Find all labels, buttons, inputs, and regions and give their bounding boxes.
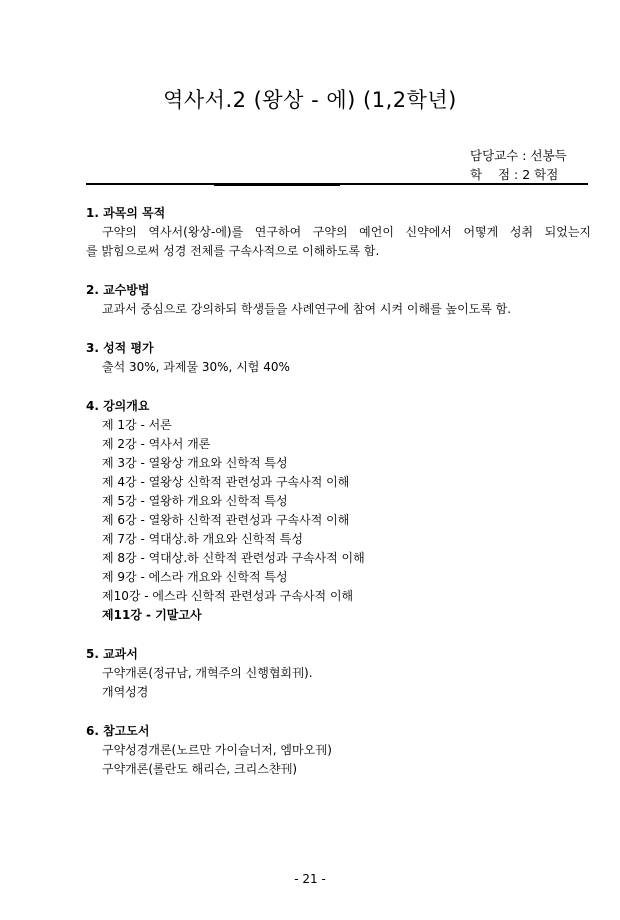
paragraph-line: 구약의 역사서(왕상-에)를 연구하여 구약의 예언이 신약에서 어떻게 성취 되었는지: [102, 225, 591, 239]
lecture-item: 제 2강 - 역사서 개론: [102, 437, 211, 451]
document-body: [86, 204, 591, 799]
paragraph-line: 개역성경: [102, 685, 149, 699]
section-grading: [86, 339, 591, 377]
section-purpose: [86, 204, 591, 261]
section-textbook: [86, 645, 591, 702]
paragraph-line: 를 밝힘으로써 성경 전체를 구속사적으로 이해하도록 함.: [86, 244, 380, 258]
paragraph-line: 구약개론(정규남, 개혁주의 신행협회刊).: [102, 666, 313, 680]
professor-info: 담당교수 : 선봉득: [470, 148, 567, 163]
lecture-item: 제 5강 - 열왕하 개요와 신학적 특성: [102, 494, 288, 508]
page-title: 역사서.2 (왕상 - 에) (1,2학년): [163, 88, 457, 112]
section-heading: 4. 강의개요: [86, 399, 150, 413]
paragraph-line: 구약성경개론(노르만 가이슬너저, 엠마오刊): [102, 743, 332, 757]
section-heading: 3. 성적 평가: [86, 341, 154, 355]
section-method: [86, 281, 591, 319]
section-heading: 5. 교과서: [86, 647, 138, 661]
lecture-item: 제 1강 - 서론: [102, 418, 172, 432]
paragraph-line: 교과서 중심으로 강의하되 학생들을 사례연구에 참여 시켜 이해를 높이도록 함.: [102, 302, 512, 316]
section-heading: 6. 참고도서: [86, 724, 150, 738]
lecture-item: 제 3강 - 열왕상 개요와 신학적 특성: [102, 456, 288, 470]
section-references: [86, 722, 591, 779]
paragraph-line: 출석 30%, 과제물 30%, 시험 40%: [102, 360, 290, 374]
credits-info: 학 점 : 2 학점: [470, 167, 559, 182]
lecture-item: 제 7강 - 역대상.하 개요와 신학적 특성: [102, 532, 303, 546]
lecture-item: 제 8강 - 역대상.하 신학적 관련성과 구속사적 이해: [102, 551, 365, 565]
section-heading: 1. 과목의 목적: [86, 206, 166, 220]
header-divider-accent: [214, 183, 340, 186]
lecture-item: 제10강 - 에스라 신학적 관련성과 구속사적 이해: [102, 589, 354, 603]
section-outline: [86, 397, 591, 625]
page-number: - 21 -: [294, 872, 326, 886]
section-heading: 2. 교수방법: [86, 283, 150, 297]
lecture-item: 제 4강 - 열왕상 신학적 관련성과 구속사적 이해: [102, 475, 350, 489]
paragraph-line: 구약개론(롤란도 해리슨, 크리스챤刊): [102, 762, 298, 776]
lecture-item: 제 9강 - 에스라 개요와 신학적 특성: [102, 570, 288, 584]
lecture-item: 제 6강 - 열왕하 신학적 관련성과 구속사적 이해: [102, 513, 350, 527]
lecture-item: 제11강 - 기말고사: [102, 608, 202, 622]
